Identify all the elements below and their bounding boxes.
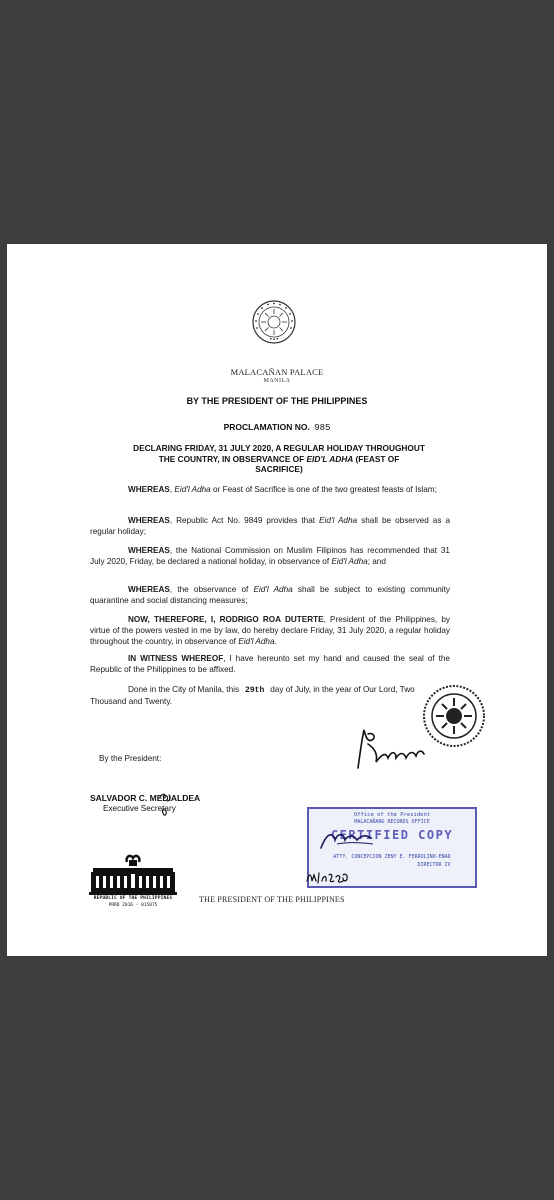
issuer-heading: BY THE PRESIDENT OF THE PHILIPPINES bbox=[186, 396, 368, 406]
palace-name: MALACAÑAN PALACE bbox=[230, 367, 324, 377]
stamp-attorney: ATTY. CONCEPCION ZENY E. FERROLINO-ENAD bbox=[333, 854, 451, 860]
declaration-line-2-post: (FEAST OF bbox=[353, 453, 400, 464]
whereas-1-rest: or Feast of Sacrifice is one of the two greatest feasts of Islam; bbox=[210, 485, 437, 494]
certifier-signature-icon bbox=[317, 826, 377, 854]
whereas-paragraph-4 bbox=[90, 584, 450, 606]
date-handwriting-icon bbox=[305, 869, 350, 887]
done-day: 29th bbox=[245, 686, 265, 695]
declaration-line-3: SACRIFICE) bbox=[255, 464, 303, 474]
prrd-number: PRRD 2016 - 015075 bbox=[108, 903, 158, 908]
whereas-1-sep: , bbox=[169, 485, 175, 494]
whereas-1-em: Eid'l Adha bbox=[174, 485, 211, 494]
whereas-paragraph-1 bbox=[90, 484, 450, 495]
executive-secretary-name: SALVADOR C. MEDIALDEA bbox=[90, 793, 201, 803]
witness-paragraph bbox=[90, 653, 450, 675]
declaration-line-1: DECLARING FRIDAY, 31 JULY 2020, A REGULAR HOLIDAY THROUGHOUT bbox=[133, 443, 425, 453]
now-therefore-pre: , President of the Philippines, by virtue of the powers vested in me by law, do hereby declare Friday, 31 July 2020, a regular holiday throughout the country, in observance of bbox=[90, 615, 450, 646]
by-the-president-label: By the President: bbox=[99, 754, 162, 763]
done-paragraph bbox=[90, 684, 450, 707]
proclamation-document bbox=[7, 244, 547, 956]
proclamation-number-line bbox=[7, 422, 547, 433]
proclamation-number: 985 bbox=[314, 423, 331, 433]
whereas-3-lead: WHEREAS bbox=[128, 546, 170, 555]
declaration-line-2-em: EID'L ADHA bbox=[306, 453, 354, 464]
declaration-title bbox=[127, 443, 431, 475]
whereas-4-pre: , the observance of bbox=[169, 585, 254, 594]
now-therefore-paragraph bbox=[90, 614, 450, 647]
whereas-4-post: shall be subject to existing community quarantine and social distancing measures; bbox=[90, 585, 450, 605]
whereas-paragraph-3 bbox=[90, 545, 450, 567]
whereas-1-lead: WHEREAS bbox=[128, 485, 170, 494]
whereas-2-post: shall be observed as a regular holiday; bbox=[90, 516, 451, 536]
whereas-2-pre: , Republic Act No. 9849 provides that bbox=[169, 516, 320, 525]
whereas-3-pre: , the National Commission on Muslim Filipinos has recommended that 31 July 2020, Friday, be declared a national holiday, in observance of bbox=[90, 546, 450, 566]
witness-rest: , I have hereunto set my hand and caused the seal of the Republic of the Philippines to be affixed. bbox=[90, 654, 450, 674]
whereas-paragraph-2 bbox=[90, 515, 450, 537]
stamp-office: Office of the President bbox=[353, 812, 431, 818]
whereas-4-em: Eid'l Adha bbox=[253, 585, 293, 594]
whereas-3-em: Eid'l Adha bbox=[331, 557, 368, 566]
stamp-director: DIRECTOR IV bbox=[417, 862, 451, 868]
now-therefore-em: Eid'l Adha bbox=[238, 637, 275, 646]
whereas-3-post: ; and bbox=[367, 557, 386, 566]
whereas-2-em: Eid'l Adha bbox=[319, 516, 358, 525]
now-therefore-lead: NOW, THEREFORE, I, RODRIGO ROA DUTERTE bbox=[128, 615, 324, 624]
done-pre: Done in the City of Manila, this bbox=[128, 685, 240, 694]
initials-mark-icon bbox=[157, 789, 187, 819]
stamp-certified-copy: CERTIFIED COPY bbox=[330, 828, 454, 842]
done-post: day of July, in the year of Our Lord, Two Thousand and Twenty. bbox=[90, 685, 415, 706]
president-footer: THE PRESIDENT OF THE PHILIPPINES bbox=[199, 895, 345, 904]
republic-caption: REPUBLIC OF THE PHILIPPINES bbox=[93, 896, 173, 901]
presidential-seal-icon bbox=[251, 299, 297, 345]
malacanang-building-logo-icon bbox=[87, 852, 179, 896]
executive-secretary-title: Executive Secretary bbox=[103, 804, 176, 813]
stamp-records-office: MALACAÑANG RECORDS OFFICE bbox=[354, 819, 430, 825]
witness-lead: IN WITNESS WHEREOF bbox=[128, 654, 224, 663]
proclamation-label: PROCLAMATION NO. bbox=[223, 422, 310, 432]
president-signature-icon bbox=[352, 724, 432, 774]
whereas-4-lead: WHEREAS bbox=[128, 585, 170, 594]
declaration-line-2-pre: THE COUNTRY, IN OBSERVANCE OF bbox=[158, 453, 307, 464]
whereas-2-lead: WHEREAS bbox=[128, 516, 170, 525]
now-therefore-post: . bbox=[274, 637, 277, 646]
palace-city: MANILA bbox=[263, 378, 291, 384]
